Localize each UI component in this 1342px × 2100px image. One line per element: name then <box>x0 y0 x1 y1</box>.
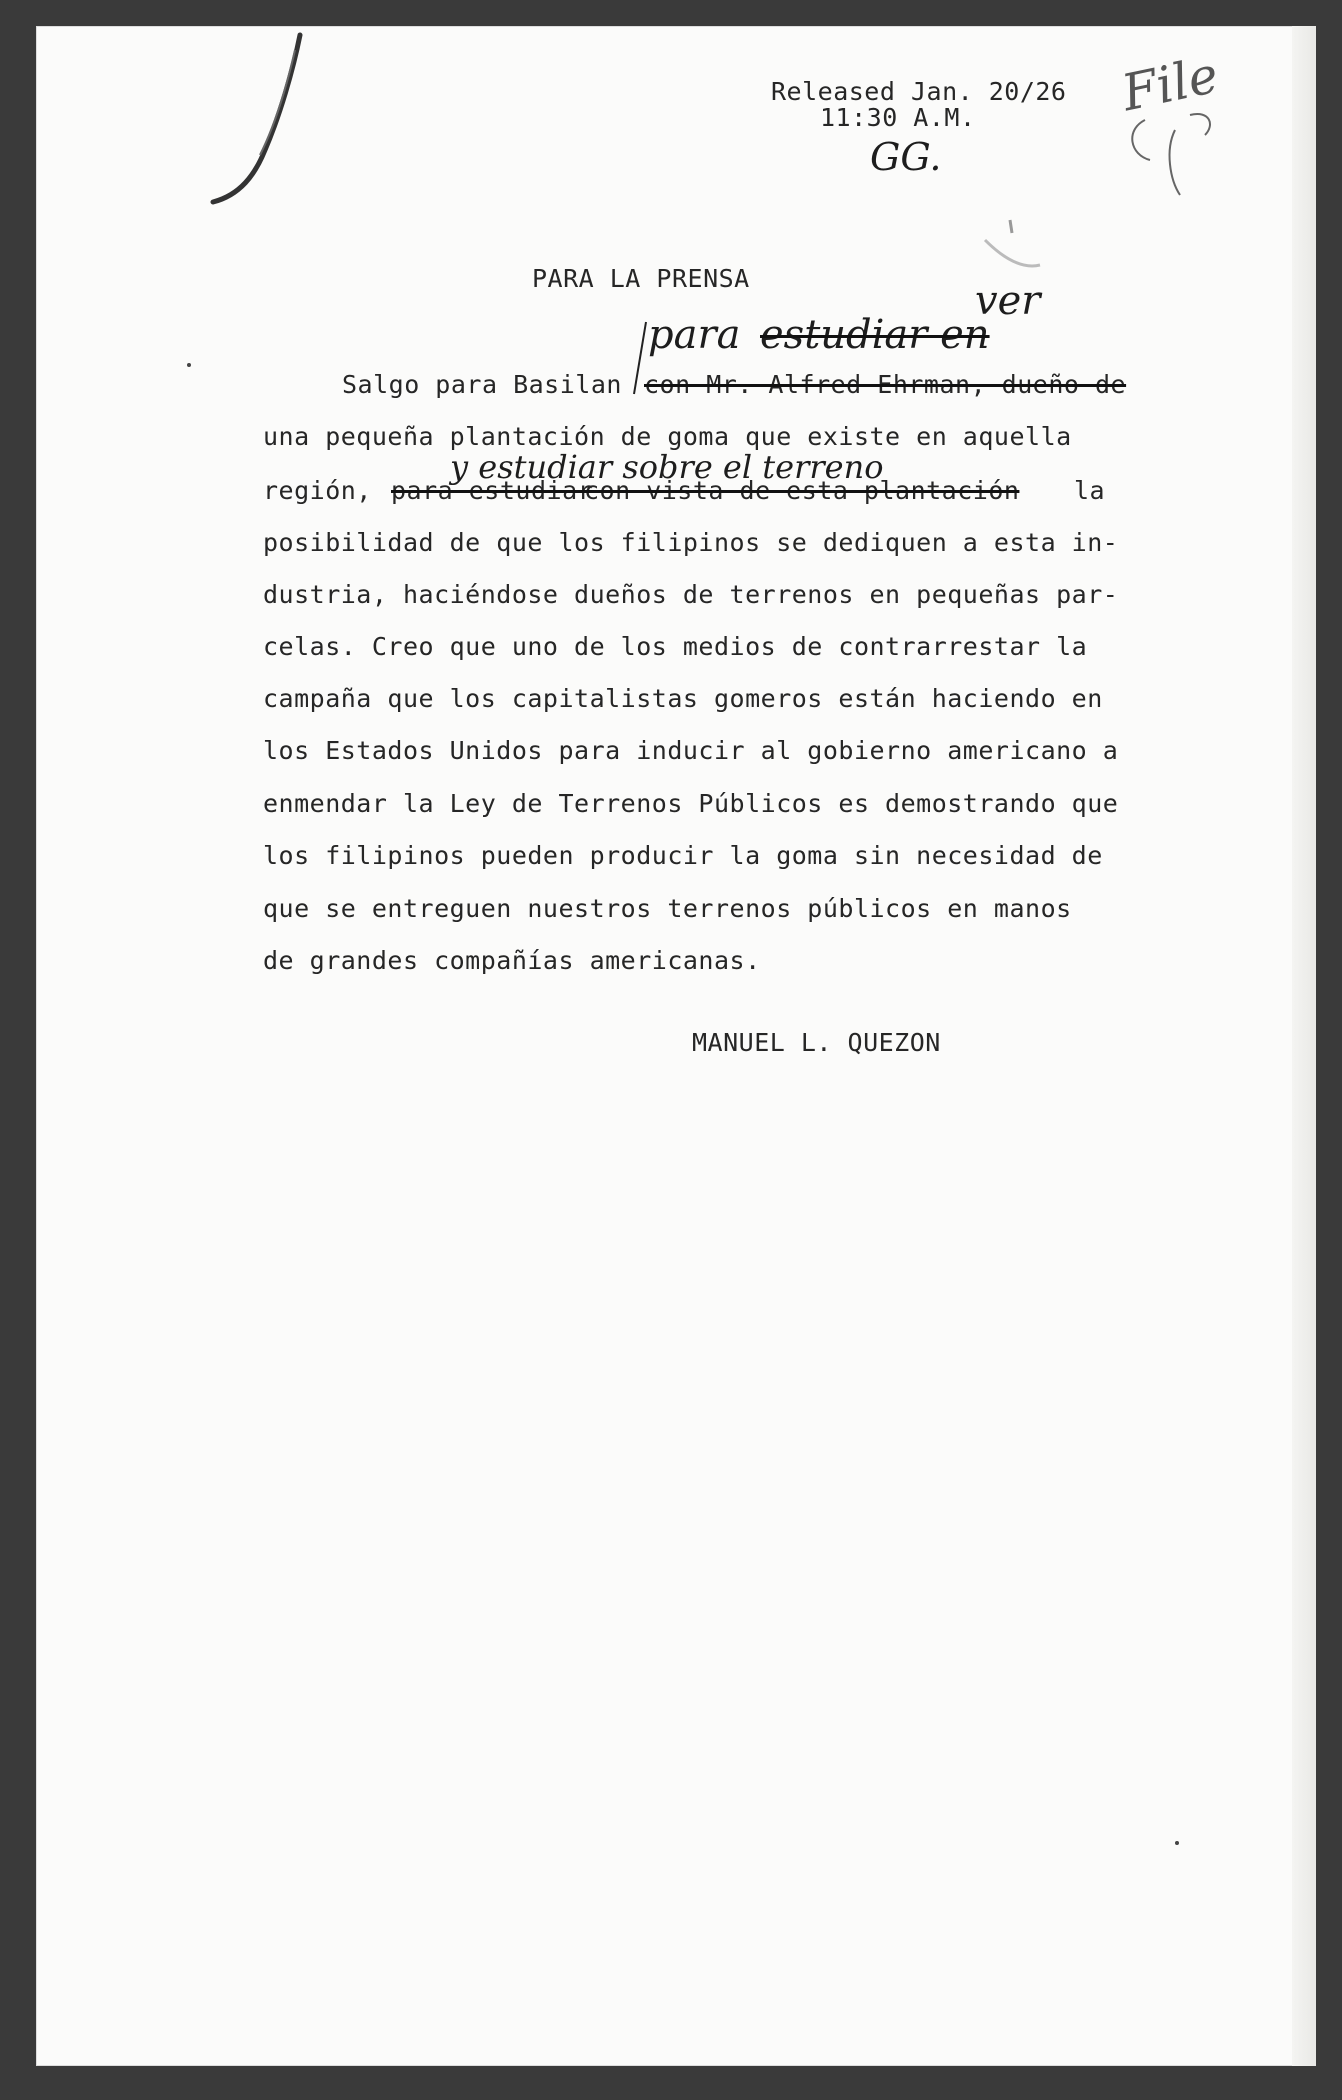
body-line-6: celas. Creo que uno de los medios de contrarrestar la <box>263 632 1088 661</box>
struck-estudiar-en: estudiar en <box>760 312 990 358</box>
body-line-5: dustria, haciéndose dueños de terrenos en pequeñas par- <box>263 580 1119 609</box>
release-line-1: Released Jan. 20/26 <box>771 77 1067 106</box>
speck <box>1174 1840 1180 1846</box>
body-line-10: los filipinos pueden producir la goma sin necesidad de <box>263 841 1103 870</box>
body-line-1a: Salgo para Basilan <box>342 370 622 399</box>
body-line-3c: la <box>1074 476 1106 505</box>
insert-para: para <box>648 312 741 358</box>
body-line-3a: región, <box>263 476 372 505</box>
handwritten-initials: GG. <box>870 135 942 179</box>
body-line-8: los Estados Unidos para inducir al gobierno americano a <box>263 736 1119 765</box>
speck <box>186 362 192 368</box>
body-line-12: de grandes compañías americanas. <box>263 946 761 975</box>
signature: MANUEL L. QUEZON <box>692 1028 941 1057</box>
body-line-1-struck: con Mr. Alfred Ehrman, dueño de <box>644 370 1127 399</box>
pencil-mark <box>205 30 315 210</box>
corner-note: File <box>1117 45 1224 123</box>
smudge-mark <box>980 215 1060 275</box>
body-line-9: enmendar la Ley de Terrenos Públicos es demostrando que <box>263 789 1119 818</box>
body-line-11: que se entreguen nuestros terrenos públicos en manos <box>263 894 1072 923</box>
body-line-3b: para estudiar <box>391 476 594 505</box>
body-line-2: una pequeña plantación de goma que existe en aquella <box>263 422 1072 451</box>
page-title: PARA LA PRENSA <box>532 264 750 293</box>
insert-ver: ver <box>975 278 1041 324</box>
page-edge <box>1292 26 1316 2066</box>
corner-scribble <box>1115 100 1235 200</box>
body-line-7: campaña que los capitalistas gomeros están haciendo en <box>263 684 1103 713</box>
body-line-3-struck: con vista de esta plantación <box>584 476 1020 505</box>
body-line-4: posibilidad de que los filipinos se dediquen a esta in- <box>263 528 1119 557</box>
insert-line-3: y estudiar sobre el terreno <box>450 448 884 486</box>
release-line-2: 11:30 A.M. <box>820 103 976 132</box>
